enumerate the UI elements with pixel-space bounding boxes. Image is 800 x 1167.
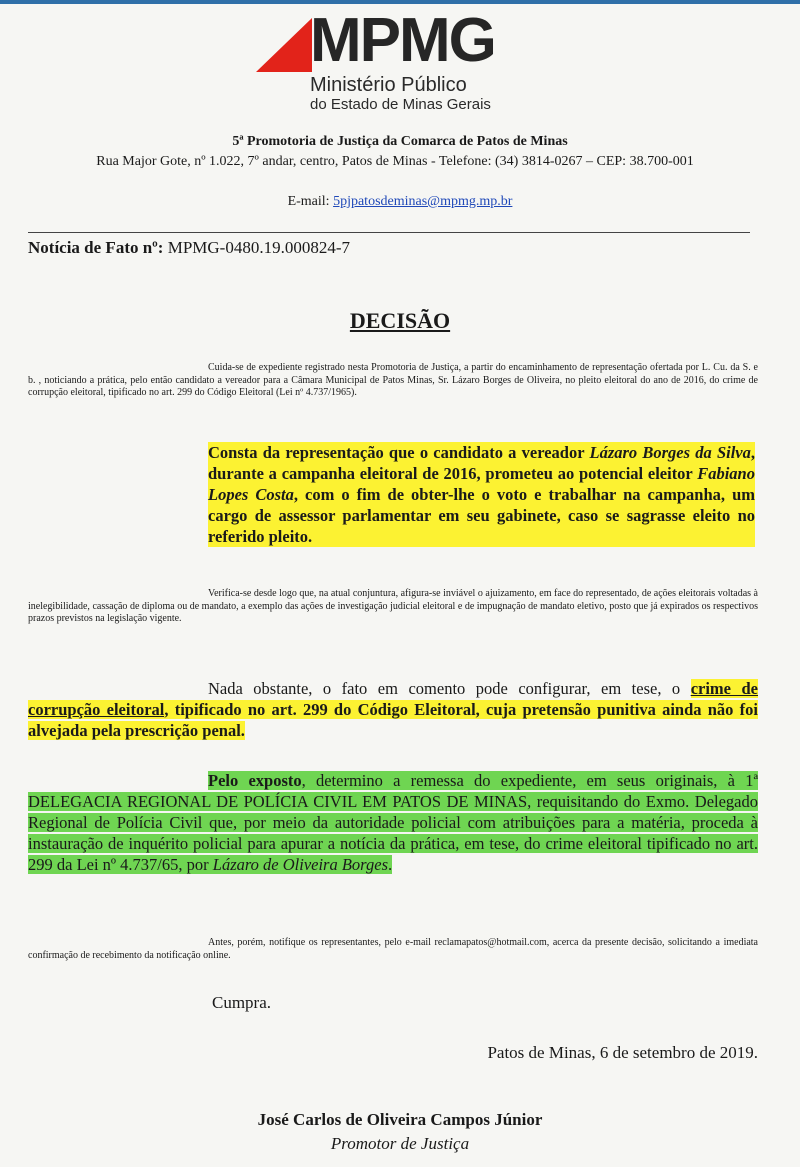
logo-subtitle: Ministério Público: [310, 74, 467, 96]
voter-name: Fabiano Lopes Costa: [208, 464, 755, 504]
paragraph-5-lead: Pelo exposto: [208, 771, 302, 790]
office-address: Rua Major Gote, nº 1.022, 7º andar, centro, Patos de Minas - Telefone: (34) 3814-0267 – CEP: 38.700-001: [96, 154, 694, 169]
document-date: Patos de Minas, 6 de setembro de 2019.: [487, 1043, 758, 1062]
office-email-line: [0, 193, 800, 210]
paragraph-highlighted-yellow: [208, 442, 755, 547]
paragraph-3-text-b: , tipificado no art. 299 do Código Eleitoral, cuja pretensão punitiva ainda não foi alvejada pela prescrição penal.: [28, 700, 758, 740]
logo-triangle-icon: [252, 12, 314, 76]
candidate-name: Lázaro Borges da Silva: [589, 443, 751, 462]
paragraph-5-text: , determino a remessa do expediente, em seus originais, à 1ª DELEGACIA REGIONAL DE POLÍCIA CIVIL EM PATOS DE MINAS, requisitando do Exmo. Delegado Regional de Polícia Civil que, por meio da autoridade policial com atribuições para a matéria, proceda à instauração de inquérito policial para apurar a notícia da prática, em tese, do crime eleitoral tipificado no art. 299 da Lei nº 4.737/65, por: [28, 771, 759, 874]
paragraph-yellow-text-b: , durante a campanha eleitoral de 2016, prometeu ao potencial eleitor: [208, 443, 756, 483]
paragraph-notwithstanding: [28, 678, 758, 741]
notice-number-line: [28, 238, 350, 258]
paragraph-yellow-text-a: Consta da representação que o candidato a vereador: [208, 443, 590, 462]
email-link[interactable]: 5pjpatosdeminas@mpmg.mp.br: [333, 194, 513, 209]
paragraph-3-text-a: Nada obstante, o fato em comento pode configurar, em tese, o: [208, 679, 691, 698]
top-bar: [0, 0, 800, 4]
paragraph-summary: Cuida-se de expediente registrado nesta Promotoria de Justiça, a partir do encaminhamento de representação ofertada por L. Cu. da S. e b. , noticiando a prática, pelo então candidato a vereador para a Câmara Municipal de Patos Minas, Sr. Lázaro Borges de Oliveira, no pleito eleitoral do ano de 2016, do crime de corrupção eleitoral, tipificado no art. 299 do Código Eleitoral (Lei nº 4.737/1965).: [28, 362, 758, 398]
office-name: 5ª Promotoria de Justiça da Comarca de Patos de Minas: [232, 134, 568, 149]
email-label: E-mail:: [287, 194, 330, 209]
paragraph-5-end: .: [388, 855, 393, 874]
signer-role: Promotor de Justiça: [330, 1134, 470, 1153]
document-title: DECISÃO: [349, 308, 451, 333]
logo-name: MPMG: [310, 6, 495, 75]
notice-number: MPMG-0480.19.000824-7: [167, 238, 350, 257]
paragraph-determination: [28, 770, 758, 875]
mpmg-logo: [252, 8, 552, 118]
accused-name: Lázaro de Oliveira Borges: [212, 855, 388, 874]
crime-term: crime de corrupção eleitoral: [28, 679, 758, 719]
closing-cumpra: Cumpra.: [212, 993, 272, 1012]
header-divider: [28, 232, 750, 233]
notice-label: Notícia de Fato nº:: [28, 238, 164, 257]
paragraph-yellow-text-c: , com o fim de obter-lhe o voto e trabalhar na campanha, um cargo de assessor parlamentar em seu gabinete, caso se sagrasse eleito no referido pleito.: [208, 485, 755, 546]
signer-name: José Carlos de Oliveira Campos Júnior: [257, 1110, 543, 1129]
paragraph-verification: Verifica-se desde logo que, na atual conjuntura, afigura-se inviável o ajuizamento, em face do representado, de ações eleitorais voltadas à inelegibilidade, cassação de diploma ou de mandato, a exemplo das ações de investigação judicial eleitoral e de impugnação de mandato eletivo, posto que já expirados os respectivos prazos previstos na legislação vigente.: [28, 588, 758, 624]
logo-subtitle-state: do Estado de Minas Gerais: [310, 96, 491, 113]
paragraph-notification: Antes, porém, notifique os representantes, pelo e-mail reclamapatos@hotmail.com, acerca da presente decisão, solicitando a imediata confirmação de recebimento da notificação online.: [28, 937, 758, 961]
